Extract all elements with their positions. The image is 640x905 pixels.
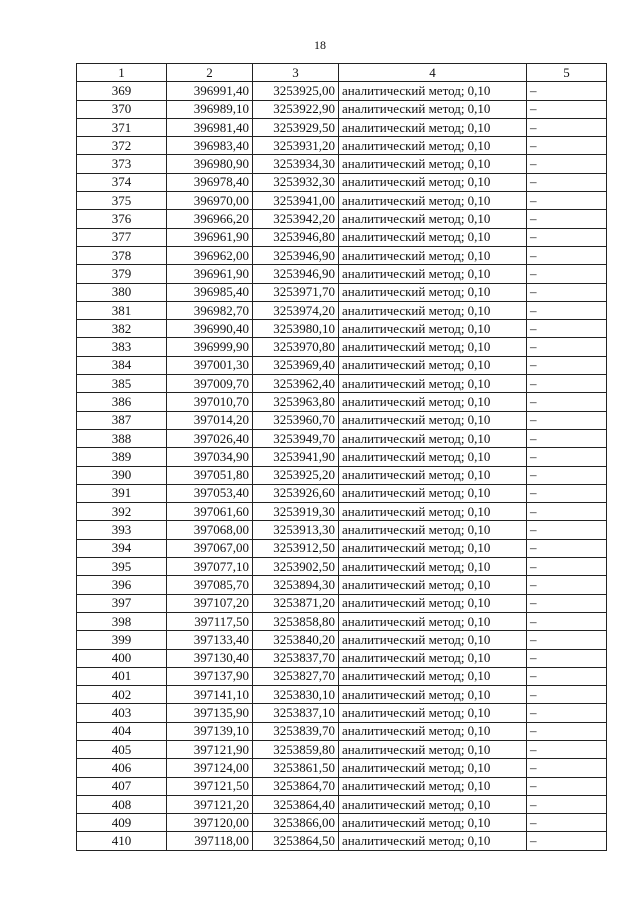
x-coordinate-cell: 396961,90: [167, 228, 253, 246]
method-cell: аналитический метод; 0,10: [339, 722, 527, 740]
method-cell: аналитический метод; 0,10: [339, 246, 527, 264]
method-cell: аналитический метод; 0,10: [339, 301, 527, 319]
point-number-cell: 383: [77, 338, 167, 356]
method-cell: аналитический метод; 0,10: [339, 667, 527, 685]
table-row: [77, 558, 607, 576]
x-coordinate-cell: 397121,90: [167, 740, 253, 758]
method-cell: аналитический метод; 0,10: [339, 338, 527, 356]
method-cell: аналитический метод; 0,10: [339, 814, 527, 832]
y-coordinate-cell: 3253926,60: [253, 484, 339, 502]
x-coordinate-cell: 396989,10: [167, 100, 253, 118]
method-cell: аналитический метод; 0,10: [339, 631, 527, 649]
table-row: [77, 393, 607, 411]
table-row: [77, 100, 607, 118]
x-coordinate-cell: 397107,20: [167, 594, 253, 612]
y-coordinate-cell: 3253969,40: [253, 356, 339, 374]
method-cell: аналитический метод; 0,10: [339, 521, 527, 539]
table-row: [77, 320, 607, 338]
note-cell: –: [527, 631, 607, 649]
method-cell: аналитический метод; 0,10: [339, 375, 527, 393]
x-coordinate-cell: 397085,70: [167, 576, 253, 594]
x-coordinate-cell: 397141,10: [167, 686, 253, 704]
note-cell: –: [527, 594, 607, 612]
table-row: [77, 576, 607, 594]
note-cell: –: [527, 832, 607, 850]
y-coordinate-cell: 3253859,80: [253, 740, 339, 758]
point-number-cell: 388: [77, 429, 167, 447]
note-cell: –: [527, 667, 607, 685]
y-coordinate-cell: 3253837,10: [253, 704, 339, 722]
table-row: [77, 686, 607, 704]
y-coordinate-cell: 3253970,80: [253, 338, 339, 356]
y-coordinate-cell: 3253919,30: [253, 503, 339, 521]
table-body: [77, 82, 607, 850]
x-coordinate-cell: 396980,90: [167, 155, 253, 173]
table-row: [77, 228, 607, 246]
note-cell: –: [527, 137, 607, 155]
method-cell: аналитический метод; 0,10: [339, 576, 527, 594]
column-header-3: 3: [253, 64, 339, 82]
x-coordinate-cell: 397001,30: [167, 356, 253, 374]
method-cell: аналитический метод; 0,10: [339, 393, 527, 411]
table-row: [77, 448, 607, 466]
x-coordinate-cell: 397124,00: [167, 759, 253, 777]
point-number-cell: 371: [77, 118, 167, 136]
method-cell: аналитический метод; 0,10: [339, 777, 527, 795]
note-cell: –: [527, 466, 607, 484]
note-cell: –: [527, 759, 607, 777]
x-coordinate-cell: 396966,20: [167, 210, 253, 228]
x-coordinate-cell: 396981,40: [167, 118, 253, 136]
x-coordinate-cell: 396999,90: [167, 338, 253, 356]
method-cell: аналитический метод; 0,10: [339, 411, 527, 429]
x-coordinate-cell: 396990,40: [167, 320, 253, 338]
note-cell: –: [527, 722, 607, 740]
y-coordinate-cell: 3253902,50: [253, 558, 339, 576]
column-header-1: 1: [77, 64, 167, 82]
table-row: [77, 173, 607, 191]
y-coordinate-cell: 3253912,50: [253, 539, 339, 557]
x-coordinate-cell: 397130,40: [167, 649, 253, 667]
point-number-cell: 379: [77, 265, 167, 283]
note-cell: –: [527, 558, 607, 576]
point-number-cell: 376: [77, 210, 167, 228]
method-cell: аналитический метод; 0,10: [339, 320, 527, 338]
column-header-4: 4: [339, 64, 527, 82]
method-cell: аналитический метод; 0,10: [339, 100, 527, 118]
y-coordinate-cell: 3253925,00: [253, 82, 339, 100]
point-number-cell: 390: [77, 466, 167, 484]
table-row: [77, 283, 607, 301]
table-row: [77, 155, 607, 173]
note-cell: –: [527, 740, 607, 758]
point-number-cell: 375: [77, 192, 167, 210]
x-coordinate-cell: 397067,00: [167, 539, 253, 557]
table-row: [77, 301, 607, 319]
point-number-cell: 393: [77, 521, 167, 539]
table-row: [77, 429, 607, 447]
table-row: [77, 814, 607, 832]
method-cell: аналитический метод; 0,10: [339, 173, 527, 191]
x-coordinate-cell: 397010,70: [167, 393, 253, 411]
point-number-cell: 373: [77, 155, 167, 173]
table-row: [77, 137, 607, 155]
table-row: [77, 338, 607, 356]
method-cell: аналитический метод; 0,10: [339, 82, 527, 100]
note-cell: –: [527, 539, 607, 557]
point-number-cell: 399: [77, 631, 167, 649]
x-coordinate-cell: 397026,40: [167, 429, 253, 447]
point-number-cell: 369: [77, 82, 167, 100]
point-number-cell: 404: [77, 722, 167, 740]
column-header-5: 5: [527, 64, 607, 82]
note-cell: –: [527, 814, 607, 832]
method-cell: аналитический метод; 0,10: [339, 704, 527, 722]
column-header-2: 2: [167, 64, 253, 82]
note-cell: –: [527, 777, 607, 795]
point-number-cell: 408: [77, 795, 167, 813]
page-number: 18: [314, 38, 326, 52]
table-row: [77, 759, 607, 777]
y-coordinate-cell: 3253894,30: [253, 576, 339, 594]
method-cell: аналитический метод; 0,10: [339, 228, 527, 246]
note-cell: –: [527, 246, 607, 264]
x-coordinate-cell: 397117,50: [167, 612, 253, 630]
table-row: [77, 246, 607, 264]
note-cell: –: [527, 173, 607, 191]
y-coordinate-cell: 3253837,70: [253, 649, 339, 667]
y-coordinate-cell: 3253949,70: [253, 429, 339, 447]
method-cell: аналитический метод; 0,10: [339, 558, 527, 576]
y-coordinate-cell: 3253871,20: [253, 594, 339, 612]
x-coordinate-cell: 396985,40: [167, 283, 253, 301]
note-cell: –: [527, 612, 607, 630]
table-row: [77, 594, 607, 612]
note-cell: –: [527, 356, 607, 374]
x-coordinate-cell: 397068,00: [167, 521, 253, 539]
table-row: [77, 375, 607, 393]
x-coordinate-cell: 397121,20: [167, 795, 253, 813]
x-coordinate-cell: 396970,00: [167, 192, 253, 210]
note-cell: –: [527, 375, 607, 393]
point-number-cell: 395: [77, 558, 167, 576]
note-cell: –: [527, 283, 607, 301]
point-number-cell: 370: [77, 100, 167, 118]
x-coordinate-cell: 397034,90: [167, 448, 253, 466]
x-coordinate-cell: 397077,10: [167, 558, 253, 576]
method-cell: аналитический метод; 0,10: [339, 740, 527, 758]
y-coordinate-cell: 3253839,70: [253, 722, 339, 740]
method-cell: аналитический метод; 0,10: [339, 795, 527, 813]
y-coordinate-cell: 3253960,70: [253, 411, 339, 429]
point-number-cell: 389: [77, 448, 167, 466]
y-coordinate-cell: 3253866,00: [253, 814, 339, 832]
note-cell: –: [527, 338, 607, 356]
note-cell: –: [527, 155, 607, 173]
y-coordinate-cell: 3253942,20: [253, 210, 339, 228]
note-cell: –: [527, 521, 607, 539]
x-coordinate-cell: 396991,40: [167, 82, 253, 100]
point-number-cell: 406: [77, 759, 167, 777]
method-cell: аналитический метод; 0,10: [339, 137, 527, 155]
table-row: [77, 539, 607, 557]
x-coordinate-cell: 396983,40: [167, 137, 253, 155]
point-number-cell: 382: [77, 320, 167, 338]
point-number-cell: 398: [77, 612, 167, 630]
point-number-cell: 381: [77, 301, 167, 319]
method-cell: аналитический метод; 0,10: [339, 356, 527, 374]
note-cell: –: [527, 795, 607, 813]
x-coordinate-cell: 397118,00: [167, 832, 253, 850]
point-number-cell: 397: [77, 594, 167, 612]
point-number-cell: 400: [77, 649, 167, 667]
point-number-cell: 392: [77, 503, 167, 521]
table-row: [77, 192, 607, 210]
x-coordinate-cell: 397121,50: [167, 777, 253, 795]
y-coordinate-cell: 3253830,10: [253, 686, 339, 704]
table-row: [77, 356, 607, 374]
table-header-row: [77, 64, 607, 82]
y-coordinate-cell: 3253861,50: [253, 759, 339, 777]
table-row: [77, 265, 607, 283]
point-number-cell: 394: [77, 539, 167, 557]
method-cell: аналитический метод; 0,10: [339, 594, 527, 612]
y-coordinate-cell: 3253864,50: [253, 832, 339, 850]
note-cell: –: [527, 265, 607, 283]
point-number-cell: 401: [77, 667, 167, 685]
method-cell: аналитический метод; 0,10: [339, 612, 527, 630]
method-cell: аналитический метод; 0,10: [339, 484, 527, 502]
x-coordinate-cell: 396978,40: [167, 173, 253, 191]
method-cell: аналитический метод; 0,10: [339, 503, 527, 521]
table-row: [77, 82, 607, 100]
y-coordinate-cell: 3253934,30: [253, 155, 339, 173]
y-coordinate-cell: 3253913,30: [253, 521, 339, 539]
table-row: [77, 466, 607, 484]
x-coordinate-cell: 397014,20: [167, 411, 253, 429]
table-row: [77, 210, 607, 228]
point-number-cell: 377: [77, 228, 167, 246]
method-cell: аналитический метод; 0,10: [339, 832, 527, 850]
table-row: [77, 740, 607, 758]
point-number-cell: 391: [77, 484, 167, 502]
point-number-cell: 374: [77, 173, 167, 191]
note-cell: –: [527, 118, 607, 136]
y-coordinate-cell: 3253931,20: [253, 137, 339, 155]
point-number-cell: 410: [77, 832, 167, 850]
note-cell: –: [527, 411, 607, 429]
y-coordinate-cell: 3253864,40: [253, 795, 339, 813]
y-coordinate-cell: 3253971,70: [253, 283, 339, 301]
note-cell: –: [527, 429, 607, 447]
note-cell: –: [527, 448, 607, 466]
table-row: [77, 832, 607, 850]
method-cell: аналитический метод; 0,10: [339, 210, 527, 228]
table-row: [77, 118, 607, 136]
table-row: [77, 521, 607, 539]
point-number-cell: 385: [77, 375, 167, 393]
table-row: [77, 503, 607, 521]
x-coordinate-cell: 397061,60: [167, 503, 253, 521]
note-cell: –: [527, 301, 607, 319]
note-cell: –: [527, 210, 607, 228]
x-coordinate-cell: 397009,70: [167, 375, 253, 393]
y-coordinate-cell: 3253840,20: [253, 631, 339, 649]
method-cell: аналитический метод; 0,10: [339, 118, 527, 136]
y-coordinate-cell: 3253946,80: [253, 228, 339, 246]
y-coordinate-cell: 3253932,30: [253, 173, 339, 191]
y-coordinate-cell: 3253962,40: [253, 375, 339, 393]
x-coordinate-cell: 397053,40: [167, 484, 253, 502]
y-coordinate-cell: 3253858,80: [253, 612, 339, 630]
y-coordinate-cell: 3253980,10: [253, 320, 339, 338]
y-coordinate-cell: 3253963,80: [253, 393, 339, 411]
x-coordinate-cell: 397137,90: [167, 667, 253, 685]
x-coordinate-cell: 397135,90: [167, 704, 253, 722]
note-cell: –: [527, 686, 607, 704]
y-coordinate-cell: 3253925,20: [253, 466, 339, 484]
note-cell: –: [527, 649, 607, 667]
y-coordinate-cell: 3253922,90: [253, 100, 339, 118]
x-coordinate-cell: 396962,00: [167, 246, 253, 264]
table-row: [77, 704, 607, 722]
point-number-cell: 405: [77, 740, 167, 758]
table-row: [77, 631, 607, 649]
point-number-cell: 403: [77, 704, 167, 722]
method-cell: аналитический метод; 0,10: [339, 649, 527, 667]
note-cell: –: [527, 192, 607, 210]
method-cell: аналитический метод; 0,10: [339, 283, 527, 301]
x-coordinate-cell: 396961,90: [167, 265, 253, 283]
table-row: [77, 411, 607, 429]
y-coordinate-cell: 3253864,70: [253, 777, 339, 795]
table-row: [77, 484, 607, 502]
y-coordinate-cell: 3253941,90: [253, 448, 339, 466]
method-cell: аналитический метод; 0,10: [339, 265, 527, 283]
point-number-cell: 402: [77, 686, 167, 704]
method-cell: аналитический метод; 0,10: [339, 192, 527, 210]
note-cell: –: [527, 320, 607, 338]
x-coordinate-cell: 397133,40: [167, 631, 253, 649]
table-row: [77, 612, 607, 630]
method-cell: аналитический метод; 0,10: [339, 155, 527, 173]
x-coordinate-cell: 397051,80: [167, 466, 253, 484]
point-number-cell: 380: [77, 283, 167, 301]
point-number-cell: 378: [77, 246, 167, 264]
note-cell: –: [527, 82, 607, 100]
x-coordinate-cell: 397139,10: [167, 722, 253, 740]
method-cell: аналитический метод; 0,10: [339, 539, 527, 557]
note-cell: –: [527, 503, 607, 521]
note-cell: –: [527, 100, 607, 118]
table-row: [77, 667, 607, 685]
note-cell: –: [527, 704, 607, 722]
y-coordinate-cell: 3253929,50: [253, 118, 339, 136]
y-coordinate-cell: 3253946,90: [253, 265, 339, 283]
method-cell: аналитический метод; 0,10: [339, 759, 527, 777]
method-cell: аналитический метод; 0,10: [339, 686, 527, 704]
point-number-cell: 396: [77, 576, 167, 594]
table-row: [77, 795, 607, 813]
y-coordinate-cell: 3253946,90: [253, 246, 339, 264]
note-cell: –: [527, 484, 607, 502]
table-row: [77, 722, 607, 740]
note-cell: –: [527, 228, 607, 246]
y-coordinate-cell: 3253941,00: [253, 192, 339, 210]
method-cell: аналитический метод; 0,10: [339, 429, 527, 447]
note-cell: –: [527, 576, 607, 594]
table-row: [77, 649, 607, 667]
method-cell: аналитический метод; 0,10: [339, 466, 527, 484]
note-cell: –: [527, 393, 607, 411]
y-coordinate-cell: 3253974,20: [253, 301, 339, 319]
y-coordinate-cell: 3253827,70: [253, 667, 339, 685]
x-coordinate-cell: 396982,70: [167, 301, 253, 319]
point-number-cell: 409: [77, 814, 167, 832]
x-coordinate-cell: 397120,00: [167, 814, 253, 832]
point-number-cell: 384: [77, 356, 167, 374]
table-row: [77, 777, 607, 795]
point-number-cell: 372: [77, 137, 167, 155]
point-number-cell: 386: [77, 393, 167, 411]
method-cell: аналитический метод; 0,10: [339, 448, 527, 466]
point-number-cell: 387: [77, 411, 167, 429]
coordinates-table: [76, 63, 607, 851]
point-number-cell: 407: [77, 777, 167, 795]
